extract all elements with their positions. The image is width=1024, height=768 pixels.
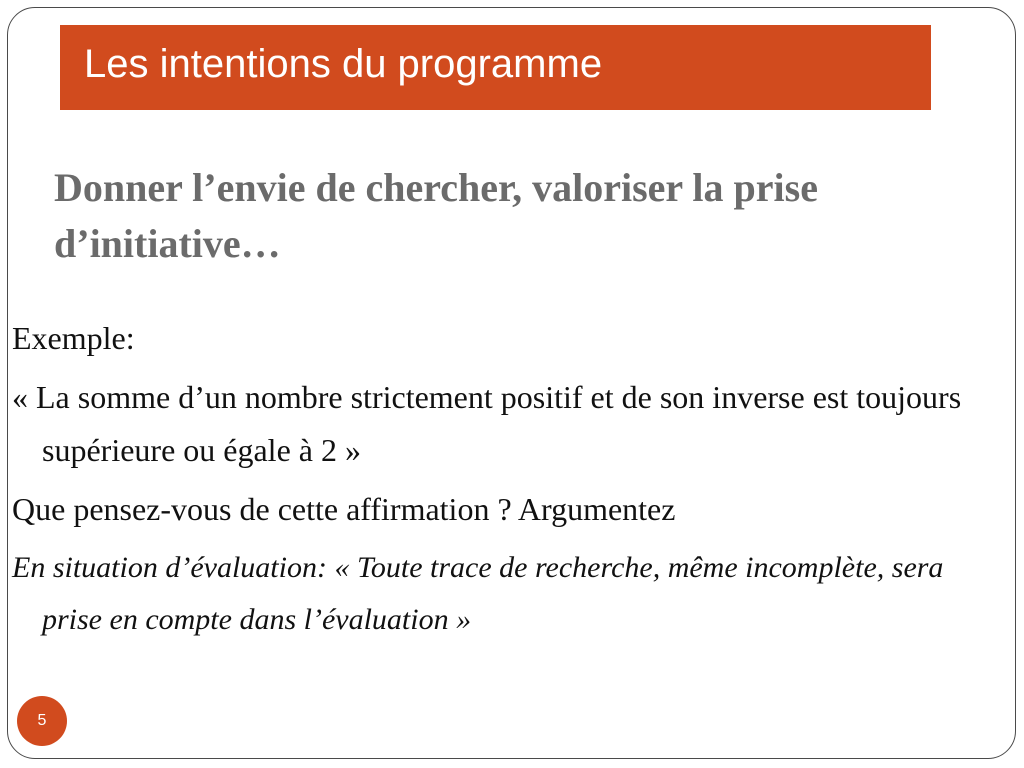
slide-subtitle: Donner l’envie de chercher, valoriser la prise d’initiative… xyxy=(54,165,818,266)
slide-title: Les intentions du programme xyxy=(84,42,603,86)
paragraph-evaluation-note: En situation d’évaluation: « Toute trace de recherche, même incomplète, sera prise en compte dans l’évaluation » xyxy=(12,551,944,636)
paragraph-question: Que pensez-vous de cette affirmation ? Argumentez xyxy=(12,491,676,527)
page-number-badge: 5 xyxy=(17,696,67,746)
slide-body xyxy=(12,312,1002,652)
title-bar xyxy=(60,25,931,110)
paragraph-statement: « La somme d’un nombre strictement positif et de son inverse est toujours supérieure ou égale à 2 » xyxy=(12,379,962,468)
paragraph-example-label: Exemple: xyxy=(12,320,135,356)
